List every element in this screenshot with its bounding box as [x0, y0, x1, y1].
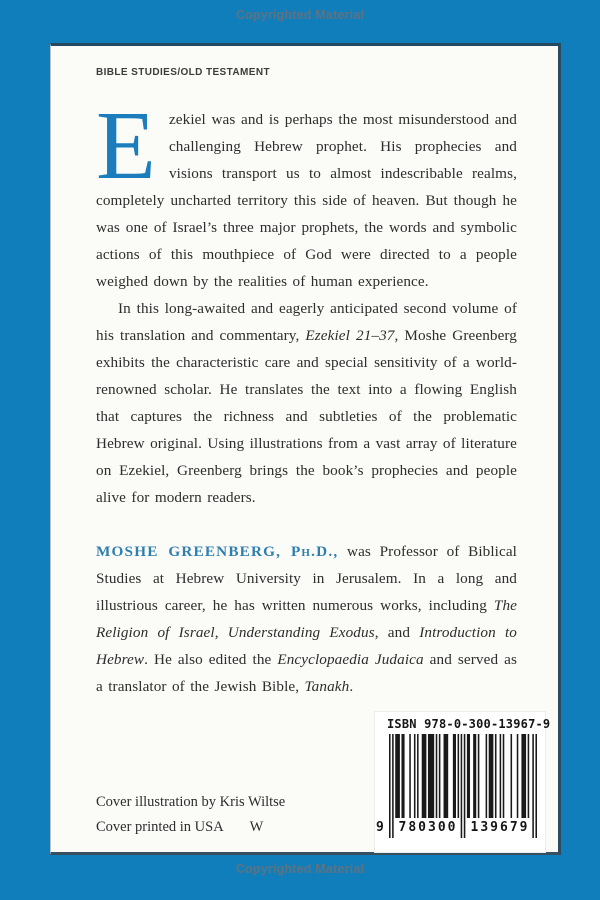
barcode-panel: [374, 711, 551, 853]
author-bio-paragraph: [96, 538, 517, 700]
text-segment: Understanding Exodus: [227, 624, 375, 641]
credits-block: [96, 790, 285, 840]
text-segment: The Religion of Israel: [96, 597, 517, 641]
text-segment: .: [349, 678, 354, 695]
dropcap-letter: E: [96, 92, 156, 200]
text-segment: , and: [374, 624, 420, 641]
text-segment: and served as a translator of the Jewish Bible,: [96, 651, 518, 695]
text-segment: Encyclopaedia Judaica: [277, 651, 424, 668]
copyright-notice-bottom: Copyrighted Material: [235, 862, 365, 876]
description-paragraph: [96, 295, 517, 511]
text-segment: , Moshe Greenberg exhibits the characteristic care and special sensitivity of a world-renowned scholar. He translates the text into a flowing English that captures the richness and subtleties of the problematic Hebrew original. Using illustrations from a vast array of literature on Ezekiel, Greenberg brings the book’s prophecies and people alive for modern readers.: [96, 327, 518, 506]
copyright-notice-top: Copyrighted Material: [235, 8, 365, 22]
text-segment: Ezekiel 21–37: [305, 327, 395, 344]
isbn-label: ISBN 978-0-300-13967-9: [387, 717, 551, 731]
text-segment: In this long-awaited and eagerly anticipated second volume of his translation and commentary,: [96, 300, 517, 344]
category-header: BIBLE STUDIES/OLD TESTAMENT: [96, 67, 270, 78]
text-segment: Tanakh: [304, 678, 350, 695]
text-segment: . He also edited the: [144, 651, 278, 668]
description-paragraph: [96, 92, 517, 295]
barcode-digits-right: 139679: [470, 820, 530, 835]
text-segment: was Professor of Biblical Studies at Hebrew University in Jerusalem. In a long and illustrious career, he has written numerous works, including: [96, 543, 517, 614]
credit-illustration: Cover illustration by Kris Wiltse: [96, 794, 286, 810]
text-segment: zekiel was and is perhaps the most misunderstood and challenging Hebrew prophet. His prophecies and visions transport us to almost indescribable realms, completely uncharted territory this side of heaven. But though he was one of Israel’s three major prophets, the words and symbolic actions of this mouthpiece of God were directed to a people weighed down by the realities of human experience.: [96, 111, 517, 290]
credit-printed-line: [96, 815, 285, 840]
author-name: MOSHE GREENBERG, Ph.D.,: [96, 543, 339, 560]
barcode-digit-left: 9: [376, 820, 384, 835]
barcode-digits-mid: 780300: [398, 820, 458, 835]
barcode-bars-area: [376, 734, 537, 844]
text-segment: Introduction to Hebrew: [96, 624, 518, 668]
text-segment: ,: [214, 624, 228, 641]
back-cover: [50, 43, 561, 855]
description-paragraphs: [96, 92, 518, 700]
credit-printed: Cover printed in USA: [96, 819, 224, 835]
printer-mark: W: [249, 819, 264, 835]
